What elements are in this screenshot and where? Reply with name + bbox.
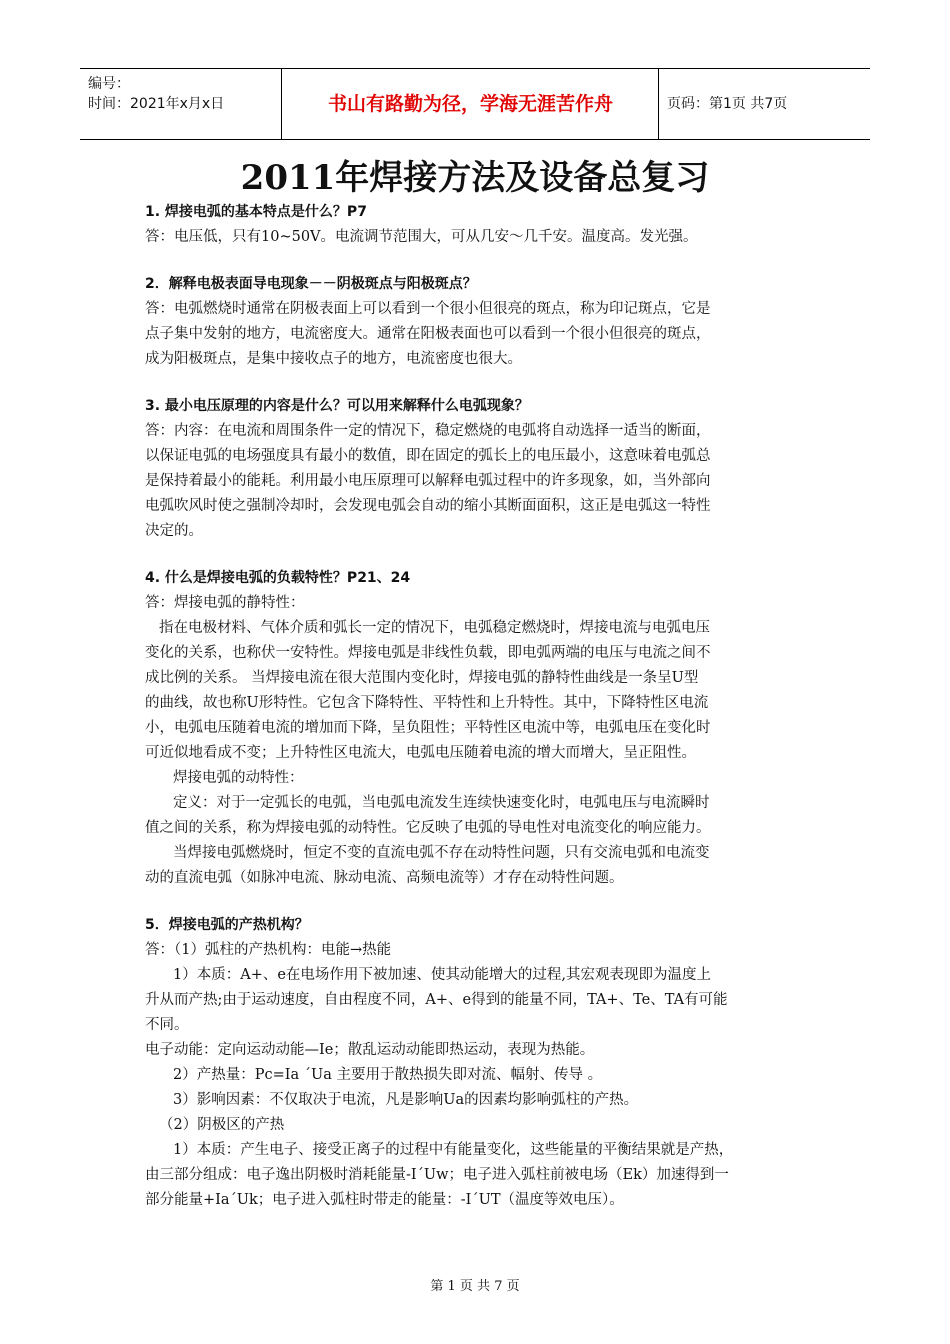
text-line: （2）阴极区的产热 <box>159 1117 285 1133</box>
question-heading: 5．焊接电弧的产热机构？ <box>145 917 309 933</box>
number-label: 编号： <box>88 76 130 92</box>
text-line: 小，电弧电压随着电流的增加而下降，呈负阻性；平特性区电流中等，电弧电压在变化时 <box>145 720 711 736</box>
page-header <box>80 68 870 140</box>
header-page-info: 页码：第1页 共7页 <box>667 96 788 112</box>
text-line: 答：（1）弧柱的产热机构：电能→热能 <box>145 942 392 958</box>
text-line: 1）本质：产生电子、接受正离子的过程中有能量变化，这些能量的平衡结果就是产热， <box>173 1142 734 1158</box>
paragraph-gap <box>145 891 810 913</box>
text-line: 的曲线，故也称U形特性。它包含下降特性、平特性和上升特性。其中，下降特性区电流 <box>145 695 709 711</box>
text-line: 动的直流电弧（如脉冲电流、脉动电流、高频电流等）才存在动特性问题。 <box>145 870 624 886</box>
text-line: 焊接电弧的动特性： <box>173 770 304 786</box>
text-line: 1）本质：A+、e在电场作用下被加速、使其动能增大的过程,其宏观表现即为温度上 <box>173 967 712 983</box>
text-line: 指在电极材料、气体介质和弧长一定的情况下，电弧稳定燃烧时，焊接电流与电弧电压 <box>159 620 710 636</box>
time-label: 时间：2021年x月x日 <box>88 96 225 112</box>
text-line: 电弧吹风时使之强制冷却时，会发现电弧会自动的缩小其断面面积，这正是电弧这一特性 <box>145 498 711 514</box>
text-line: 值之间的关系，称为焊接电弧的动特性。它反映了电弧的导电性对电流变化的响应能力。 <box>145 820 711 836</box>
text-line: 变化的关系，也称伏一安特性。焊接电弧是非线性负载，即电弧两端的电压与电流之间不 <box>145 645 711 661</box>
text-line: 以保证电弧的电场强度具有最小的数值，即在固定的弧长上的电压最小，这意味着电弧总 <box>145 448 711 464</box>
text-line: 2）产热量：Pc=Ia ´Ua 主要用于散热损失即对流、幅射、传导 。 <box>173 1067 603 1083</box>
text-line: 答：内容：在电流和周围条件一定的情况下，稳定燃烧的电弧将自动选择一适当的断面， <box>145 423 711 439</box>
text-line: 是保持着最小的能耗。利用最小电压原理可以解释电弧过程中的许多现象，如，当外部向 <box>145 473 711 489</box>
text-line: 部分能量+Ia´Uk；电子进入弧柱时带走的能量：-I´UT（温度等效电压）。 <box>145 1192 624 1208</box>
text-line: 当焊接电弧燃烧时，恒定不变的直流电弧不存在动特性问题，只有交流电弧和电流变 <box>173 845 710 861</box>
header-meta <box>80 69 282 139</box>
text-line: 可近似地看成不变；上升特性区电流大，电弧电压随着电流的增大而增大，呈正阻性。 <box>145 745 696 761</box>
question-heading: 3. 最小电压原理的内容是什么？可以用来解释什么电弧现象？ <box>145 398 529 414</box>
text-line: 成比例的关系。 当焊接电流在很大范围内变化时，焊接电弧的静特性曲线是一条呈U型 <box>145 670 699 686</box>
text-line: 点子集中发射的地方，电流密度大。通常在阳极表面也可以看到一个很小但很亮的斑点， <box>145 326 711 342</box>
page-footer: 第 1 页 共 7 页 <box>430 1279 520 1294</box>
text-line: 电子动能：定向运动动能—Ie；散乱运动动能即热运动，表现为热能。 <box>145 1042 595 1058</box>
text-line: 定义：对于一定弧长的电弧，当电弧电流发生连续快速变化时，电弧电压与电流瞬时 <box>173 795 710 811</box>
paragraph-gap <box>145 372 810 394</box>
text-line: 不同。 <box>145 1017 189 1033</box>
text-line: 由三部分组成：电子逸出阴极时消耗能量-I´Uw；电子进入弧柱前被电场（Ek）加速得到一 <box>145 1167 729 1183</box>
text-line: 3）影响因素：不仅取决于电流，凡是影响Ua的因素均影响弧柱的产热。 <box>173 1092 639 1108</box>
question-heading: 2．解释电极表面导电现象－－阴极斑点与阳极斑点？ <box>145 276 477 292</box>
question-heading: 1. 焊接电弧的基本特点是什么？P7 <box>145 204 367 220</box>
header-motto: 书山有路勤为径，学海无涯苦作舟 <box>283 69 659 139</box>
text-line: 升从而产热;由于运动速度，自由程度不同，A+、e得到的能量不同，TA+、Te、TA有可能 <box>145 992 728 1008</box>
text-line: 答：焊接电弧的静特性： <box>145 595 305 611</box>
document-body <box>145 200 810 1213</box>
document-title: 2011年焊接方法及设备总复习 <box>240 158 710 198</box>
paragraph-gap <box>145 250 810 272</box>
text-line: 答：电压低，只有10~50V。电流调节范围大，可从几安～几千安。温度高。发光强。 <box>145 229 698 245</box>
text-line: 决定的。 <box>145 523 203 539</box>
question-heading: 4. 什么是焊接电弧的负载特性？P21、24 <box>145 570 411 586</box>
text-line: 答：电弧燃烧时通常在阴极表面上可以看到一个很小但很亮的斑点，称为印记斑点，它是 <box>145 301 711 317</box>
text-line: 成为阳极斑点，是集中接收点子的地方，电流密度也很大。 <box>145 351 522 367</box>
paragraph-gap <box>145 544 810 566</box>
